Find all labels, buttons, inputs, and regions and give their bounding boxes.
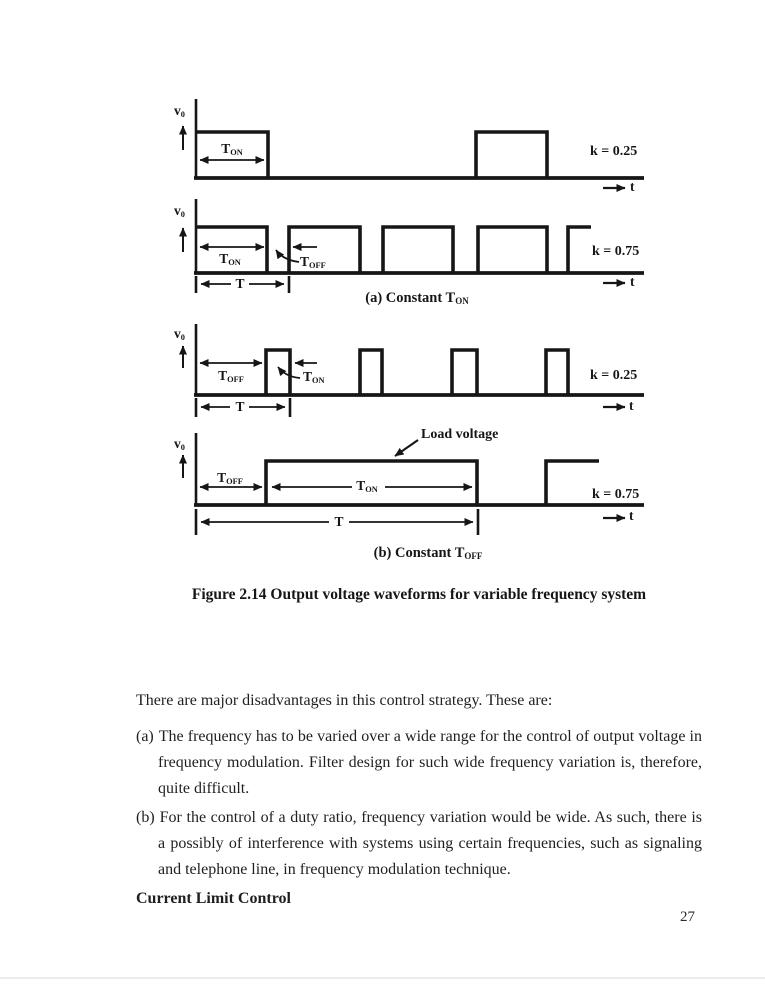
ton-main: T (219, 251, 229, 266)
waveform-diagram-b-bottom (155, 428, 660, 570)
toff-main: T (218, 368, 228, 383)
body-text (136, 688, 702, 912)
toff-main: T (300, 254, 310, 269)
v0-main: v (174, 326, 181, 341)
pulse (476, 132, 547, 178)
load-voltage-arrow (395, 440, 418, 456)
duty-ratio-label: k = 0.25 (590, 144, 638, 159)
list-item-b (136, 805, 702, 883)
subfigure-caption-b (323, 546, 533, 561)
list-marker: (a) (136, 728, 154, 745)
toff-sub: OFF (309, 260, 326, 270)
toff-sub: OFF (226, 476, 243, 486)
ton-sub: ON (312, 375, 325, 385)
figure-caption: Figure 2.14 Output voltage waveforms for variable frequency system (191, 586, 647, 603)
load-voltage-label: Load voltage (421, 427, 499, 442)
caption-text: (b) Constant T (373, 545, 465, 561)
toff-label (209, 369, 253, 384)
duty-ratio-label: k = 0.25 (590, 368, 638, 383)
period-label: T (334, 514, 344, 529)
t-axis-label: t (630, 274, 635, 289)
v0-main: v (174, 203, 181, 218)
t-axis-label: t (629, 398, 634, 413)
v0-label (174, 437, 185, 452)
toff-label (300, 255, 326, 270)
pulse (383, 227, 453, 273)
v0-sub: 0 (180, 442, 185, 452)
t-axis-label: t (629, 508, 634, 523)
period-label: T (235, 276, 245, 291)
page-number: 27 (680, 909, 695, 925)
ton-main: T (221, 141, 231, 156)
pulse (478, 227, 547, 273)
t-axis-label: t (630, 179, 635, 194)
caption-sub: OFF (464, 550, 483, 561)
duty-ratio-label: k = 0.75 (592, 487, 640, 502)
list-item-a (136, 724, 702, 802)
toff-main: T (217, 470, 227, 485)
subfigure-caption-a (317, 291, 517, 306)
v0-sub: 0 (180, 109, 185, 119)
v0-main: v (174, 103, 181, 118)
list-marker: (b) (136, 809, 155, 826)
pulse (266, 350, 290, 395)
waveform-diagram-a-top (155, 95, 660, 207)
duty-ratio-label: k = 0.75 (592, 244, 640, 259)
waveform-diagram-a-bottom (155, 195, 660, 315)
list-item-text: The frequency has to be varied over a wide range for the control of output voltage in frequency modulation. Filter design for such wide frequency variation is, therefore, quite difficult. (158, 728, 702, 797)
pulse (360, 350, 382, 395)
list-item-text: For the control of a duty ratio, frequency variation would be wide. As such, there is a possibly of interference with systems using certain frequencies, such as signaling and telephone line, in frequency modulation technique. (158, 809, 702, 878)
caption-sub: ON (455, 295, 469, 306)
pulse (452, 350, 477, 395)
ton-main: T (356, 478, 366, 493)
ton-main: T (303, 369, 313, 384)
ton-label (303, 370, 325, 385)
period-label: T (235, 399, 245, 414)
ton-label (212, 142, 252, 157)
toff-sub: OFF (227, 374, 244, 384)
ton-sub: ON (230, 147, 243, 157)
caption-text: (a) Constant T (365, 290, 456, 306)
ton-sub: ON (228, 257, 241, 267)
ton-label (349, 479, 385, 494)
pulse (546, 350, 568, 395)
scan-edge-line (0, 977, 765, 979)
intro-paragraph: There are major disadvantages in this control strategy. These are: (136, 692, 553, 709)
pulse-truncated (568, 227, 591, 273)
v0-main: v (174, 436, 181, 451)
v0-label (174, 327, 185, 342)
section-heading: Current Limit Control (136, 890, 291, 907)
ton-label (210, 252, 250, 267)
toff-label (208, 471, 252, 486)
v0-sub: 0 (180, 332, 185, 342)
ton-sub: ON (365, 484, 378, 494)
v0-label (174, 204, 185, 219)
v0-label (174, 104, 185, 119)
waveform-diagram-b-top (155, 320, 660, 432)
v0-sub: 0 (180, 209, 185, 219)
